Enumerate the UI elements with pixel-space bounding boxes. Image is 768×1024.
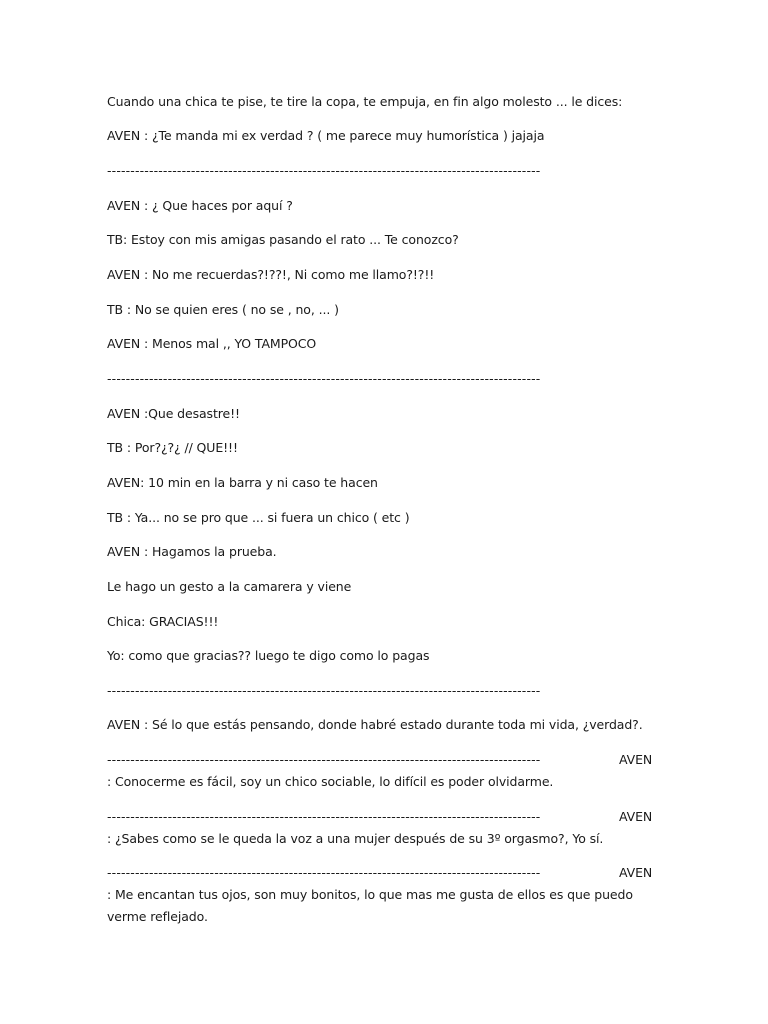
text-line: AVEN : Hagamos la prueba.: [107, 544, 277, 559]
text-line: AVEN: 10 min en la barra y ni caso te hacen: [107, 475, 378, 490]
separator-line: ---------------------------------------------------------------------------------------------: [107, 163, 541, 178]
text-line: TB: Estoy con mis amigas pasando el rato ... Te conozco?: [107, 232, 459, 247]
separator-line: ---------------------------------------------------------------------------------------------: [107, 683, 541, 698]
text-line: Yo: como que gracias?? luego te digo como lo pagas: [107, 648, 430, 663]
separator-dashes: ---------------------------------------------------------------------------------------------: [107, 809, 541, 824]
text-line: : Conocerme es fácil, soy un chico sociable, lo difícil es poder olvidarme.: [107, 774, 554, 789]
text-line: AVEN : Menos mal ,, YO TAMPOCO: [107, 336, 317, 351]
separator-line: ---------------------------------------------------------------------------------------------: [107, 371, 541, 386]
text-line: : Me encantan tus ojos, son muy bonitos, lo que mas me gusta de ellos es que puedo: [107, 887, 633, 902]
text-line: : ¿Sabes como se le queda la voz a una mujer después de su 3º orgasmo?, Yo sí.: [107, 831, 604, 846]
text-line: AVEN : ¿Te manda mi ex verdad ? ( me parece muy humorística ) jajaja: [107, 128, 545, 143]
separator-dashes: ---------------------------------------------------------------------------------------------: [107, 752, 541, 767]
separator-row: [107, 865, 657, 881]
separator-dashes: ---------------------------------------------------------------------------------------------: [107, 865, 541, 880]
separator-label: AVEN: [619, 809, 653, 824]
text-line: AVEN : ¿ Que haces por aquí ?: [107, 198, 293, 213]
text-line: TB : Por?¿?¿ // QUE!!!: [107, 440, 238, 455]
separator-label: AVEN: [619, 865, 653, 880]
text-line: Le hago un gesto a la camarera y viene: [107, 579, 352, 594]
separator-row: [107, 752, 657, 768]
text-line: AVEN : Sé lo que estás pensando, donde habré estado durante toda mi vida, ¿verdad?.: [107, 717, 643, 732]
text-line: TB : Ya... no se pro que ... si fuera un chico ( etc ): [107, 510, 410, 525]
separator-label: AVEN: [619, 752, 653, 767]
text-line: verme reflejado.: [107, 909, 208, 924]
text-line: AVEN : No me recuerdas?!??!, Ni como me llamo?!?!!: [107, 267, 435, 282]
text-line: AVEN :Que desastre!!: [107, 406, 240, 421]
separator-row: [107, 809, 657, 825]
text-line: TB : No se quien eres ( no se , no, ... ): [107, 302, 339, 317]
text-line: Chica: GRACIAS!!!: [107, 614, 219, 629]
intro-line: Cuando una chica te pise, te tire la copa, te empuja, en fin algo molesto ... le dices:: [107, 94, 623, 109]
